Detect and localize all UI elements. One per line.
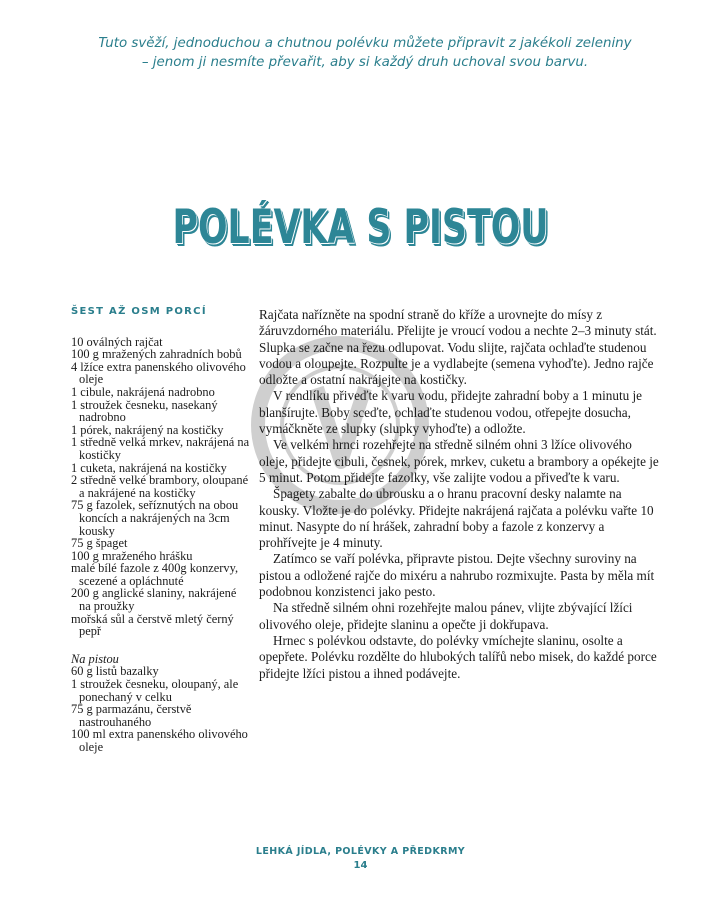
method-paragraph: Na středně silném ohni rozehřejte malou pánev, vlijte zbývající lžíci olivového oleje, přidejte slaninu a opečte ji dokřupava. <box>259 600 633 632</box>
ingredient-item: mořská sůl a čerstvě mletý černý pepř <box>71 611 234 639</box>
ingredient-item: 75 g špaget <box>71 536 128 551</box>
method-paragraph: Hrnec s polévkou odstavte, do polévky vmíchejte slaninu, osolte a opepřete. Polévku rozdělte do hlubokých talířů nebo misek, do každé porce přidejte lžíci pistou a ihned podávejte. <box>259 632 657 681</box>
page-number: 14 <box>353 860 368 871</box>
method-paragraph: Zatímco se vaří polévka, připravte pistou. Dejte všechny suroviny na pistou a odložené rajče do mixéru a nahrubo rozmixujte. Pasta by měla mít podobnou konzistenci jako pesto. <box>259 551 655 600</box>
ingredient-item: 100 g mražených zahradních bobů <box>71 347 242 362</box>
method-paragraph: Ve velkém hrnci rozehřejte na středně silném ohni 3 lžíce olivového oleje, přidejte cibuli, česnek, pórek, mrkev, cuketu a brambory a opékejte je 5 minut. Potom přidejte fazolky, vše zalijte vodou a přiveďte k varu. <box>259 437 659 485</box>
ingredient-item: 1 cibule, nakrájená nadrobno <box>71 384 215 399</box>
ingredient-item: 1 stroužek česneku, oloupaný, ale ponechaný v celku <box>71 677 239 704</box>
method-paragraph: Rajčata nařízněte na spodní straně do kříže a urovnejte do mísy z žáruvzdorného materiálu. Přelijte je vroucí vodou a nechte 2–3 minuty stát. Slupka se začne na řezu odlupovat. Vodu slijte, rajčata ochlaďte studenou vodou a oloupejte. Rozpulte je a vydlabejte (semena vyhoďte). Jedno rajče odložte a ostatní nakrájejte na kostičky. <box>259 307 657 388</box>
ingredient-item: 200 g anglické slaniny, nakrájené na proužky <box>71 586 237 614</box>
ingredient-item: 1 stroužek česneku, nasekaný nadrobno <box>71 397 218 425</box>
ingredient-item: 1 pórek, nakrájený na kostičky <box>71 422 224 437</box>
method-text <box>259 307 659 682</box>
page-footer <box>0 845 721 873</box>
method-paragraph: Špagety zabalte do ubrousku a o hranu pracovní desky nalamte na kousky. Vložte je do polévky. Přidejte nakrájená rajčata a polévku vařte 10 minut. Nasypte do ní hrášek, zahradní boby a fazole z konzervy a prohřívejte je 4 minuty. <box>259 486 654 551</box>
recipe-title: POLÉVKA S PISTOU <box>172 200 549 255</box>
ingredient-item: 100 ml extra panenského olivového oleje <box>71 727 248 754</box>
ingredient-list <box>71 336 251 638</box>
ingredient-item: 75 g fazolek, seříznutých na obou koncích a nakrájených na 3cm kousky <box>71 498 239 538</box>
method-paragraph: V rendlíku přiveďte k varu vodu, přidejte zahradní boby a 1 minutu je blanšírujte. Boby sceďte, ochlaďte studenou vodou, otřepejte dosucha, vymáčkněte ze slupky (slupky vyhoďte) a odložte. <box>259 388 643 437</box>
intro-text: Tuto svěží, jednoduchou a chutnou polévku můžete připravit z jakékoli zeleniny – jenom ji nesmíte převařit, aby si každý druh uchoval svou barvu. <box>98 36 632 70</box>
pistou-heading: Na pistou <box>71 651 119 666</box>
ingredient-item: 4 lžíce extra panenského olivového oleje <box>71 359 246 387</box>
servings-label: ŠEST AŽ OSM PORCÍ <box>71 306 207 317</box>
ingredient-item: 10 oválných rajčat <box>71 334 163 349</box>
ingredient-item: 1 středně velká mrkev, nakrájená na kostičky <box>71 435 250 462</box>
ingredient-item: 100 g mraženého hrášku <box>71 548 193 563</box>
footer-caption: LEHKÁ JÍDLA, POLÉVKY A PŘEDKRMY <box>255 846 466 857</box>
ingredient-item: 2 středně velké brambory, oloupané a nakrájené na kostičky <box>71 473 249 500</box>
ingredient-item: 60 g listů bazalky <box>71 664 159 679</box>
ingredient-item: malé bílé fazole z 400g konzervy, scezené a opláchnuté <box>71 561 239 588</box>
ingredient-item: 75 g parmazánu, čerstvě nastrouhaného <box>71 702 192 729</box>
ingredients-column <box>71 306 251 754</box>
ingredient-item: 1 cuketa, nakrájená na kostičky <box>71 460 227 475</box>
pistou-ingredient-list <box>71 665 251 753</box>
